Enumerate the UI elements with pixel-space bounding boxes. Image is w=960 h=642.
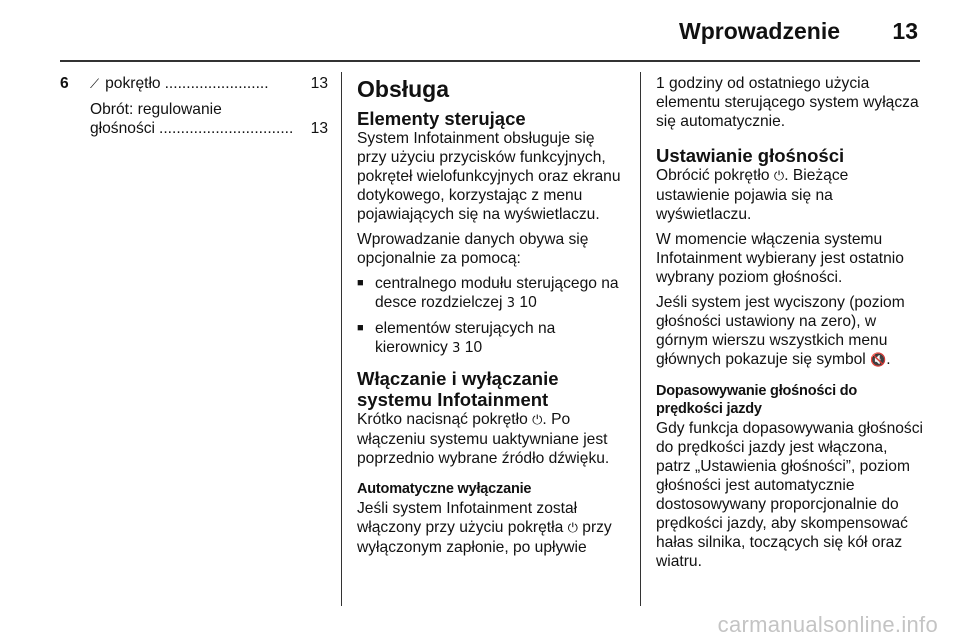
paragraph: Krótko nacisnąć pokrętło ⏻. Po włączeniu systemu uaktywniane jest poprzednio wybrane źródło dźwięku. (357, 411, 610, 467)
page-reference-icon: 3 (506, 296, 516, 311)
index-label: pokrętło (105, 75, 161, 92)
header-divider (60, 60, 920, 62)
text-column-2 (357, 74, 627, 563)
subsection-heading: Włączanie i wyłączanie systemu Infotainment (357, 368, 559, 410)
knob-label-icon: ⟋ (90, 77, 100, 92)
power-knob-icon: ⏻ (532, 413, 543, 428)
page-reference-icon: 3 (452, 341, 461, 356)
column-divider-2 (640, 72, 641, 606)
subsection-heading: Elementy sterujące (357, 108, 526, 129)
minor-heading: Automatyczne wyłączanie (357, 481, 532, 497)
bullet-list (357, 274, 627, 358)
paragraph: W momencie włączenia systemu Infotainment wybierany jest ostatnio wybrany poziom głośności. (656, 231, 904, 286)
paragraph: Jeśli system jest wyciszony (poziom głośności ustawiony na zero), w górnym wierszu wszystkich menu głównych pokazuje się symbol 🔇. (656, 294, 905, 368)
page-title: Wprowadzenie (678, 18, 840, 44)
minor-heading: Dopasowywanie głośności do prędkości jazdy (656, 383, 858, 417)
index-page: 13 (310, 75, 328, 92)
paragraph: 1 godziny od ostatniego użycia elementu sterującego system wyłącza się automatycznie. (656, 75, 919, 130)
column-divider-1 (341, 72, 342, 606)
index-page: 13 (310, 120, 328, 137)
text-column-3 (656, 74, 926, 577)
page-number: 13 (892, 18, 918, 44)
list-item: ■ elementów sterujących na kierownicy 3 10 (357, 319, 627, 358)
index-entry-volume (60, 100, 328, 138)
list-item: ■ centralnego modułu sterującego na desce rozdzielczej 3 10 (357, 274, 627, 313)
index-column (60, 74, 328, 138)
page-header (0, 18, 960, 48)
subsection-heading: Ustawianie głośności (656, 145, 845, 166)
index-label: Obrót: regulowanie (90, 101, 222, 118)
mute-icon: 🔇 (870, 353, 887, 368)
index-label: głośności (90, 120, 156, 137)
index-leader: ........................ (164, 75, 269, 92)
paragraph: Obrócić pokrętło ⏻. Bieżące ustawienie pojawia się na wyświetlaczu. (656, 167, 849, 223)
index-number: 6 (60, 75, 69, 92)
index-leader: ............................... (159, 120, 294, 137)
paragraph: System Infotainment obsługuje się przy użyciu przycisków funkcyjnych, pokręteł wielofunkcyjnych oraz ekranu dotykowego, korzystając z menu pojawiających się na wyświetlaczu. (357, 130, 621, 223)
section-heading: Obsługa (357, 76, 450, 102)
watermark: carmanualsonline.info (717, 612, 938, 637)
paragraph: Gdy funkcja dopasowywania głośności do prędkości jazdy jest włączona, patrz „Ustawienia głośności”, poziom głośności jest automatycznie dostosowywany proporcjonalnie do prędkości jazdy, aby skompensować hałas silnika, toczących się kół oraz wiatru. (656, 420, 923, 570)
paragraph: Jeśli system Infotainment został włączony przy użyciu pokrętła ⏻ przy wyłączonym zapłonie, po upływie (357, 500, 612, 556)
paragraph: Wprowadzanie danych obywa się opcjonalnie za pomocą: (357, 231, 589, 267)
power-knob-icon: ⏻ (567, 521, 578, 536)
power-knob-icon: ⏻ (773, 169, 785, 184)
index-entry-knob (60, 74, 328, 94)
